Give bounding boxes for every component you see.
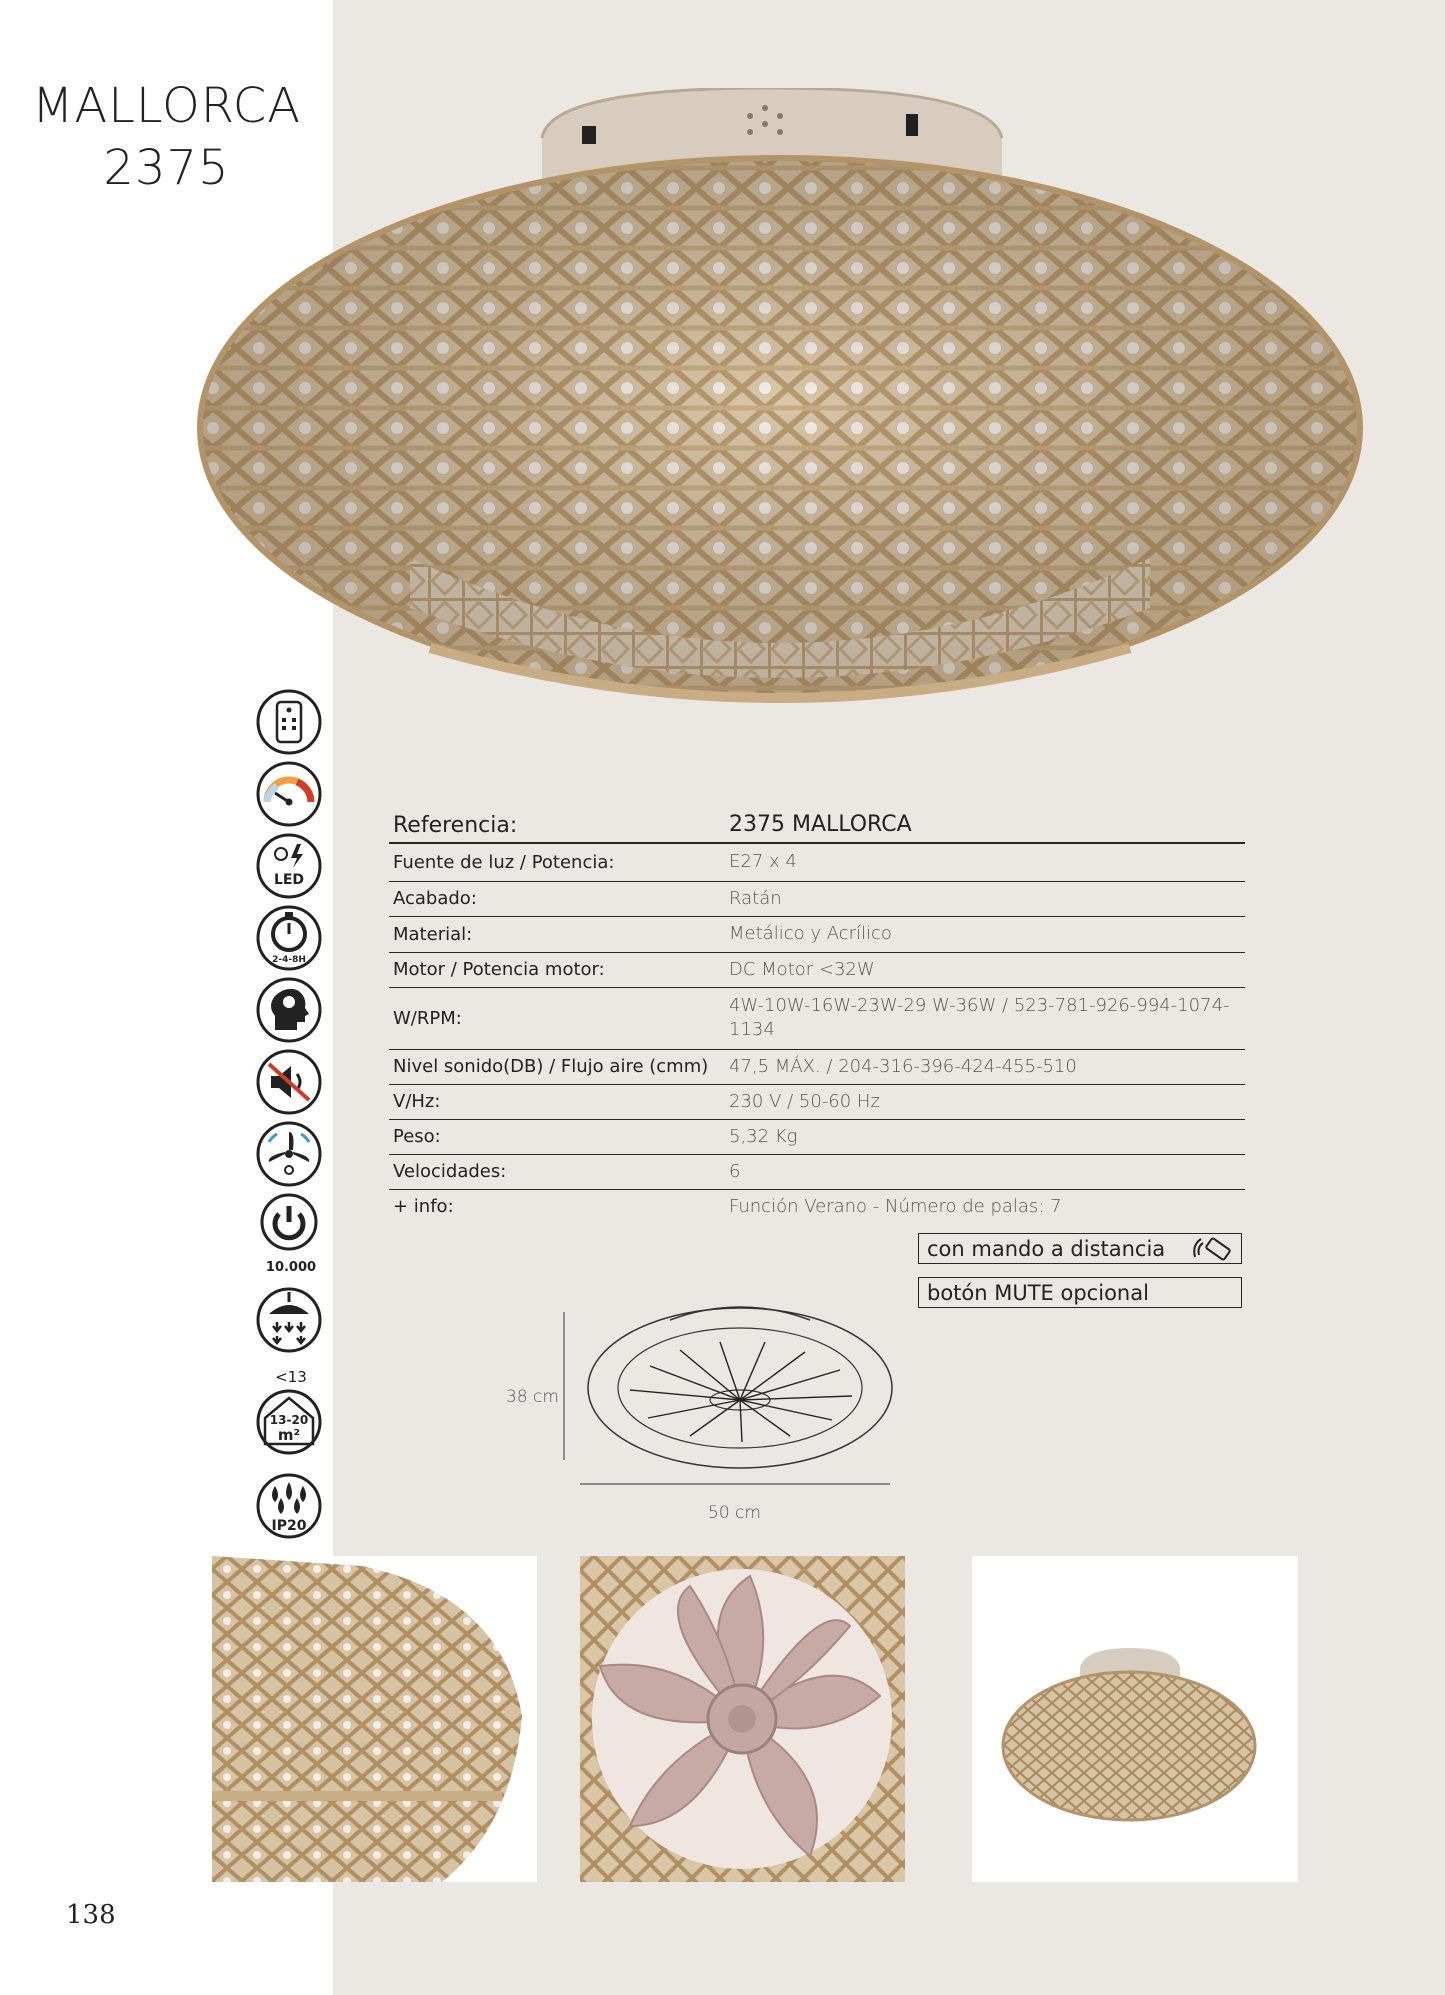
table-row <box>389 1154 1245 1189</box>
led-label: LED <box>273 872 305 888</box>
detail-photo-side <box>212 1556 537 1882</box>
mute-button-badge: botón MUTE opcional <box>918 1277 1242 1308</box>
spec-key: Fuente de luz / Potencia: <box>389 843 725 881</box>
timer-icon <box>255 904 323 972</box>
spec-key: Motor / Potencia motor: <box>389 952 725 987</box>
downrod-icon <box>255 1286 323 1354</box>
remote-control-badge <box>918 1233 1242 1264</box>
table-row <box>389 881 1245 916</box>
spec-key: Material: <box>389 916 725 952</box>
table-row <box>389 1119 1245 1154</box>
spec-key: Acabado: <box>389 881 725 916</box>
spec-value: 4W-10W-16W-23W-29 W-36W / 523-781-926-994-1074-1134 <box>725 987 1245 1049</box>
speed-gauge-icon <box>255 760 323 828</box>
specs-header-row <box>389 808 1245 843</box>
spec-value: 230 V / 50-60 Hz <box>725 1084 1245 1119</box>
remote-control-icon <box>255 688 323 756</box>
room-area-icon <box>255 1388 323 1456</box>
dimension-width: 50 cm <box>708 1503 761 1523</box>
dimension-drawing <box>480 1300 920 1540</box>
smart-head-icon <box>255 976 323 1044</box>
spec-key: Referencia: <box>389 808 725 843</box>
table-row <box>389 952 1245 987</box>
area-top-label: <13 <box>275 1368 307 1386</box>
ip-label: IP20 <box>271 1518 307 1534</box>
table-row <box>389 1049 1245 1084</box>
spec-value: E27 x 4 <box>725 843 1245 881</box>
spec-value: Ratán <box>725 881 1245 916</box>
dimension-height: 38 cm <box>506 1387 559 1407</box>
spec-key: W/RPM: <box>389 987 725 1049</box>
table-row <box>389 987 1245 1049</box>
remote-control-badge-label: con mando a distancia <box>927 1237 1166 1261</box>
remote-signal-icon <box>1193 1237 1233 1263</box>
area-label: 13-20 <box>269 1413 309 1427</box>
table-row <box>389 1084 1245 1119</box>
spec-key: + info: <box>393 1196 454 1218</box>
spec-value: 2375 MALLORCA <box>725 808 1245 843</box>
power-icon <box>255 1192 323 1260</box>
table-row <box>389 916 1245 952</box>
area-unit: m² <box>277 1426 301 1444</box>
spec-value: 47,5 MÁX. / 204-316-396-424-455-510 <box>725 1049 1245 1084</box>
spec-key: V/Hz: <box>389 1084 725 1119</box>
spec-value: 6 <box>725 1154 1245 1189</box>
page-number: 138 <box>66 1900 116 1930</box>
table-row <box>389 1189 1245 1224</box>
ip20-icon <box>255 1472 323 1540</box>
spec-value: Metálico y Acrílico <box>725 916 1245 952</box>
specs-table <box>389 808 1245 1224</box>
led-light-icon <box>255 832 323 900</box>
spec-key: Velocidades: <box>389 1154 725 1189</box>
product-title: MALLORCA <box>31 78 302 134</box>
detail-photo-blades <box>580 1556 905 1882</box>
reversible-fan-icon <box>255 1120 323 1188</box>
hours-label: 10.000 <box>265 1260 317 1275</box>
mute-icon <box>255 1048 323 1116</box>
product-code: 2375 <box>103 140 230 196</box>
spec-value: DC Motor <32W <box>725 952 1245 987</box>
timer-label: 2-4-8H <box>272 955 306 965</box>
product-photo-small <box>972 1556 1298 1882</box>
spec-key: Nivel sonido(DB) / Flujo aire (cmm) <box>389 1049 725 1084</box>
product-hero-image <box>190 88 1370 748</box>
spec-value: 5,32 Kg <box>725 1119 1245 1154</box>
table-row <box>389 843 1245 881</box>
spec-value: Función Verano - Número de palas: 7 <box>729 1195 1062 1217</box>
spec-key: Peso: <box>389 1119 725 1154</box>
